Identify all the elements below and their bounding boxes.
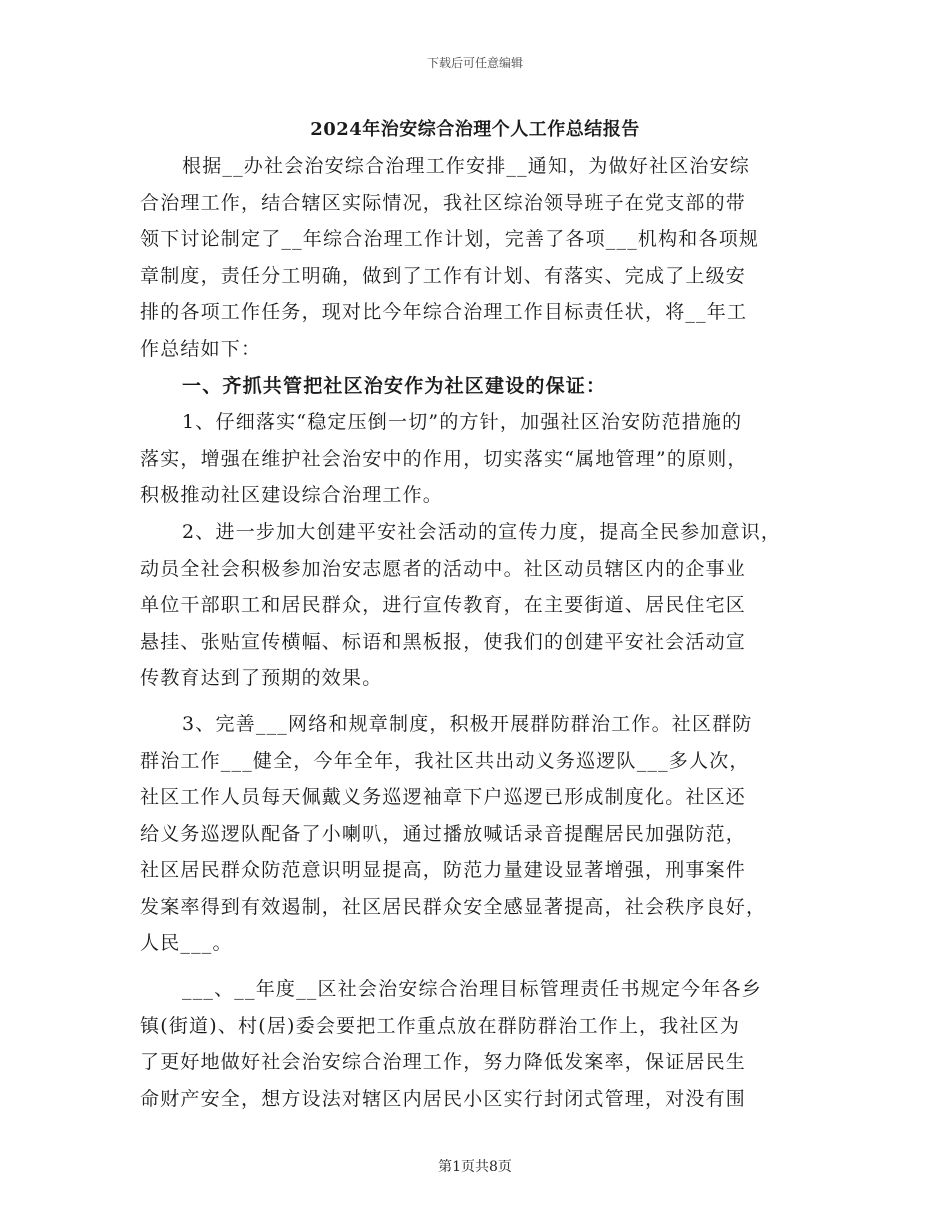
item-2-paragraph	[140, 514, 820, 697]
text-line: 命财产安全，想方设法对辖区内居民小区实行封闭式管理，对没有围	[140, 1087, 747, 1110]
text-line: 传教育达到了预期的效果。	[140, 667, 383, 690]
text-line: 一、齐抓共管把社区治安作为社区建设的保证：	[182, 374, 607, 397]
document-body	[140, 148, 820, 1117]
text-line: 2、进一步加大创建平安社会活动的宣传力度，提高全民参加意识，	[182, 520, 782, 543]
text-line: 作总结如下：	[140, 337, 262, 360]
text-line: 社区工作人员每天佩戴义务巡逻袖章下户巡逻已形成制度化。社区还	[140, 786, 747, 809]
item-1-paragraph	[140, 404, 820, 514]
text-line: 排的各项工作任务，现对比今年综合治理工作目标责任状，将__年工	[140, 301, 748, 324]
text-line: 群治工作___健全，今年全年，我社区共出动义务巡逻队___多人次，	[140, 749, 750, 772]
text-line: 人民___。	[140, 932, 233, 955]
text-line: 单位干部职工和居民群众，进行宣传教育，在主要街道、居民住宅区	[140, 594, 747, 617]
text-line: 根据__办社会治安综合治理工作安排__通知，为做好社区治安综	[182, 155, 751, 177]
text-line: ___、__年度__区社会治安综合治理目标管理责任书规定今年各乡	[182, 978, 762, 1001]
text-line: 1、仔细落实“稳定压倒一切”的方针，加强社区治安防范措施的	[182, 411, 743, 434]
text-line: 发案率得到有效遏制，社区居民群众安全感显著提高，社会秩序良好，	[140, 895, 767, 918]
paragraph-gap	[140, 962, 820, 971]
text-line: 章制度，责任分工明确，做到了工作有计划、有落实、完成了上级安	[140, 264, 747, 287]
text-line: 3、完善___网络和规章制度，积极开展群防群治工作。社区群防	[182, 712, 753, 735]
document-title: 2024年治安综合治理个人工作总结报告	[310, 119, 640, 140]
section-heading	[140, 368, 820, 405]
text-line: 给义务巡逻队配备了小喇叭，通过播放喊话录音提醒居民加强防范，	[140, 822, 747, 845]
text-line: 镇(街道)、村(居)委会要把工作重点放在群防群治工作上，我社区为	[140, 1014, 741, 1037]
item-4-paragraph	[140, 971, 820, 1117]
text-line: 落实，增强在维护社会治安中的作用，切实落实“属地管理”的原则，	[140, 447, 748, 470]
intro-paragraph	[140, 148, 820, 368]
paragraph-gap	[140, 697, 820, 706]
text-line: 动员全社会积极参加治安志愿者的活动中。社区动员辖区内的企事业	[140, 557, 747, 580]
text-line: 悬挂、张贴宣传横幅、标语和黑板报，使我们的创建平安社会活动宣	[140, 630, 747, 653]
text-line: 社区居民群众防范意识明显提高，防范力量建设显著增强，刑事案件	[140, 859, 747, 882]
text-line: 积极推动社区建设综合治理工作。	[140, 484, 444, 507]
text-line: 了更好地做好社会治安综合治理工作，努力降低发案率，保证居民生	[140, 1051, 747, 1074]
text-line: 合治理工作，结合辖区实际情况，我社区综治领导班子在党支部的带	[140, 191, 747, 214]
item-3-paragraph	[140, 706, 820, 962]
page-number: 第1页共8页	[438, 1159, 512, 1175]
header-note: 下载后可任意编辑	[426, 56, 523, 70]
text-line: 领下讨论制定了__年综合治理工作计划，完善了各项___机构和各项规	[140, 228, 760, 251]
